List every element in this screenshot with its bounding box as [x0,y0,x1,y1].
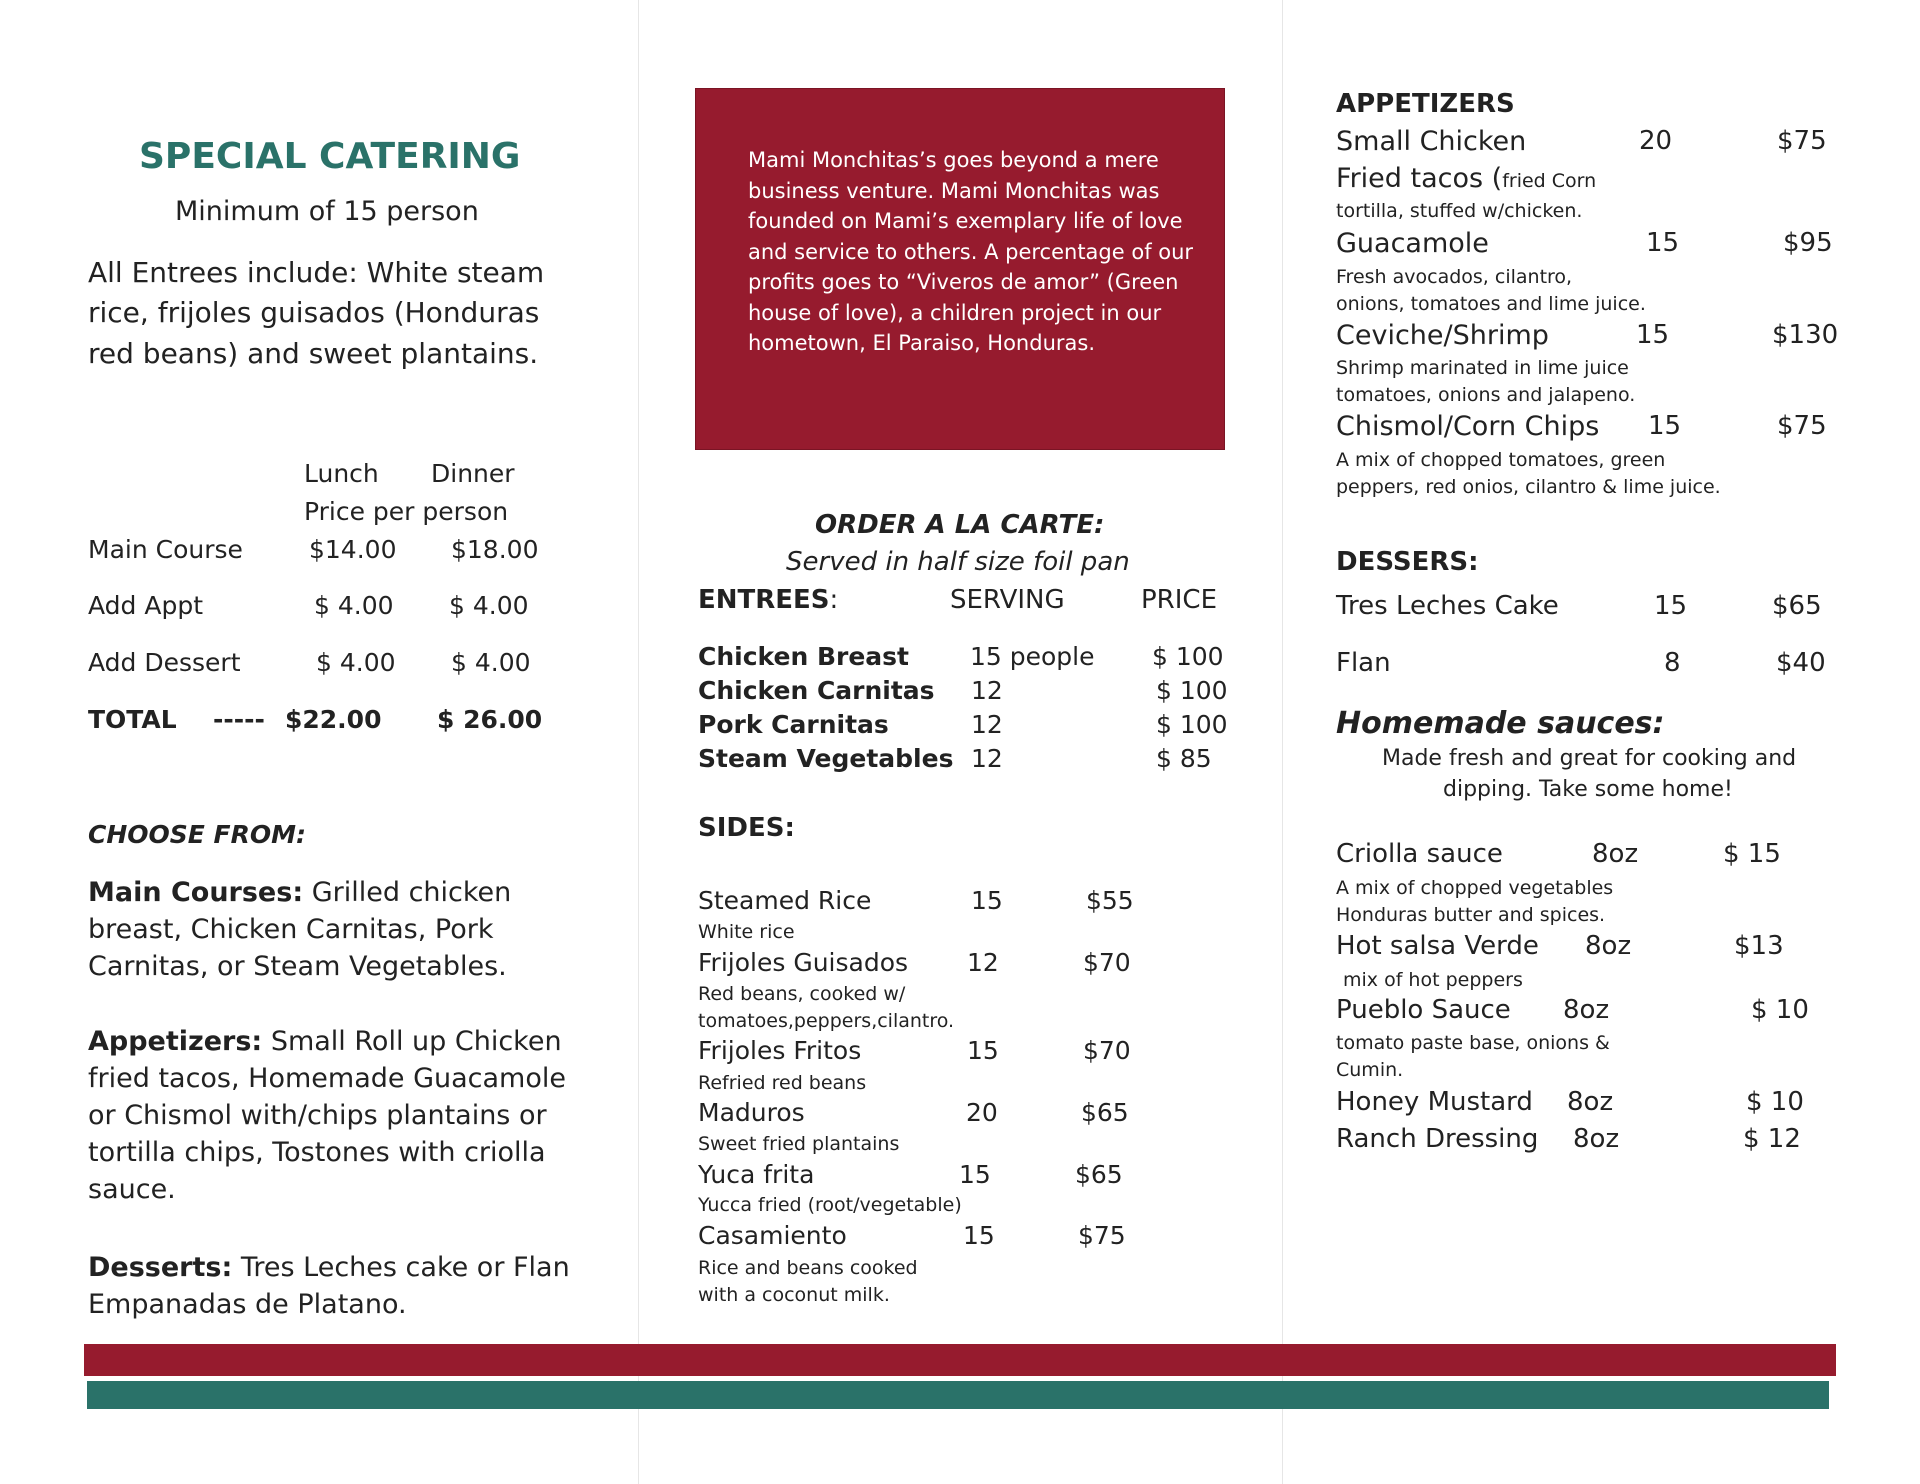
catering-subtitle: Minimum of 15 person [175,196,479,227]
appetizer-serving: 15 [1646,228,1680,258]
entree-name: Chicken Carnitas [698,676,935,705]
side-price: $65 [1075,1160,1123,1189]
price-row-label: Add Appt [88,591,203,620]
side-serving: 12 [967,948,999,977]
entrees-include-line-2: rice, frijoles guisados (Honduras [88,296,540,329]
footer-bar-red [84,1344,1836,1376]
sauce-name: Ranch Dressing [1336,1124,1539,1154]
mission-text: Mami Monchitas’s goes beyond a mere business venture. Mami Monchitas was founded on Mami’s exemplary life of love and service to others. A percentage of our profits goes to “Viveros de amor” (Green house of love), a children project in our hometown, El Paraiso, Honduras. [748,148,1194,355]
side-description: Refried red beans [698,1072,867,1094]
entree-price: $ 85 [1156,744,1212,773]
appetizer-serving: 20 [1639,126,1673,156]
side-name: Maduros [698,1098,805,1127]
appetizer-description: peppers, red onios, cilantro & lime juice. [1336,476,1721,498]
desserts-paragraph [88,1249,588,1323]
mission-box [695,88,1225,450]
side-serving: 20 [966,1098,998,1127]
footer-bar-teal [87,1381,1829,1409]
appetizer-name: Guacamole [1336,228,1489,259]
sauce-name: Pueblo Sauce [1336,995,1511,1025]
homemade-sauces-heading: Homemade sauces: [1336,706,1665,741]
side-description: White rice [698,921,795,943]
side-serving: 15 [959,1160,991,1189]
order-a-la-carte-heading: ORDER A LA CARTE: [815,510,1105,540]
appetizer-description: Shrimp marinated in lime juice [1336,357,1629,379]
appetizer-price: $75 [1777,126,1827,156]
appetizer-serving: 15 [1648,411,1682,441]
price-row-label: Main Course [88,535,243,564]
sauce-price: $ 12 [1743,1124,1801,1154]
choose-from-heading: CHOOSE FROM: [88,820,307,849]
entree-price: $ 100 [1156,676,1228,705]
desserts-text: Tres Leches cake or Flan Empanadas de Platano. [88,1252,570,1320]
appetizer-name: Chismol/Corn Chips [1336,411,1600,442]
side-price: $65 [1081,1098,1129,1127]
side-name: Steamed Rice [698,886,872,915]
appetizer-name: Ceviche/Shrimp [1336,320,1549,351]
sides-heading: SIDES: [698,813,795,843]
entree-serving: 12 [971,710,1003,739]
sauce-size: 8oz [1585,931,1632,961]
side-name: Casamiento [698,1221,847,1250]
appetizer-description: onions, tomatoes and lime juice. [1336,293,1646,315]
sauce-description: A mix of chopped vegetables [1336,877,1614,899]
side-name: Frijoles Guisados [698,948,909,977]
sauce-price: $ 10 [1751,995,1809,1025]
total-dinner: $ 26.00 [437,705,543,734]
entrees-label: ENTREES [698,585,830,615]
side-serving: 15 [971,886,1003,915]
dessert-name: Tres Leches Cake [1336,591,1559,621]
side-serving: 15 [967,1036,999,1065]
main-courses-label: Main Courses: [88,877,304,908]
dessert-serving: 15 [1654,591,1688,621]
catering-title: SPECIAL CATERING [139,136,521,177]
side-name: Yuca frita [698,1160,815,1189]
entrees-header [698,585,838,615]
price-row-lunch: $ 4.00 [316,648,396,677]
side-price: $70 [1083,948,1131,977]
total-label: TOTAL [88,705,177,734]
entree-name: Steam Vegetables [698,744,954,773]
sauce-size: 8oz [1567,1087,1614,1117]
desserts-label: Desserts: [88,1252,233,1283]
entrees-colon: : [829,585,839,615]
appetizer-price: $95 [1783,228,1833,258]
price-header: PRICE [1141,585,1217,615]
sauces-subtitle-line-1: Made fresh and great for cooking and [1382,746,1797,771]
side-description: Yucca fried (root/vegetable) [698,1194,962,1216]
price-row-dinner: $ 4.00 [449,591,529,620]
sauce-description: Cumin. [1336,1059,1404,1081]
appetizer-price: $75 [1777,411,1827,441]
entree-serving: 12 [971,744,1003,773]
appetizer-name-line-2 [1336,163,1596,194]
appetizer-description: A mix of chopped tomatoes, green [1336,449,1666,471]
side-price: $55 [1086,886,1134,915]
entree-serving: 12 [971,676,1003,705]
side-description: with a coconut milk. [698,1284,890,1306]
entree-name: Chicken Breast [698,642,909,671]
price-row-lunch: $14.00 [309,535,397,564]
side-description: Rice and beans cooked [698,1257,918,1279]
sauce-description: tomato paste base, onions & [1336,1032,1610,1054]
side-description: tomatoes,peppers,cilantro. [698,1010,955,1032]
sauce-name: Honey Mustard [1336,1087,1533,1117]
side-description: Red beans, cooked w/ [698,983,906,1005]
price-subheader: Price per person [304,497,509,526]
fold-line-left [638,0,639,1484]
main-courses-paragraph [88,874,578,985]
appetizer-description: tortilla, stuffed w/chicken. [1336,200,1583,222]
entree-serving: 15 people [970,642,1095,671]
price-row-dinner: $18.00 [451,535,539,564]
sauce-price: $ 15 [1723,839,1781,869]
sauce-size: 8oz [1573,1124,1620,1154]
dessert-name: Flan [1336,648,1391,678]
sauce-price: $13 [1734,931,1784,961]
appetizers-paragraph [88,1023,578,1208]
price-col-lunch: Lunch [304,459,379,488]
appetizers-label: Appetizers: [88,1026,263,1057]
price-row-lunch: $ 4.00 [314,591,394,620]
sauces-subtitle-line-2: dipping. Take some home! [1443,777,1733,802]
desserts-heading: DESSERS: [1336,547,1479,577]
sauce-description: mix of hot peppers [1343,969,1523,991]
sauce-name: Hot salsa Verde [1336,931,1539,961]
entrees-include-line-3: red beans) and sweet plantains. [88,337,539,370]
sauce-size: 8oz [1563,995,1610,1025]
side-price: $70 [1083,1036,1131,1065]
price-row-dinner: $ 4.00 [451,648,531,677]
dessert-serving: 8 [1664,648,1681,678]
order-subheading: Served in half size foil pan [786,547,1130,577]
dessert-price: $65 [1772,591,1822,621]
dessert-price: $40 [1776,648,1826,678]
side-name: Frijoles Fritos [698,1036,862,1065]
appetizer-description: Fresh avocados, cilantro, [1336,266,1573,288]
total-lunch: $22.00 [285,705,382,734]
total-dashes: ----- [213,705,265,734]
appetizer-name: Small Chicken [1336,126,1527,157]
price-col-dinner: Dinner [431,459,515,488]
fold-line-right [1282,0,1283,1484]
sauce-name: Criolla sauce [1336,839,1503,869]
serving-header: SERVING [950,585,1065,615]
side-price: $75 [1078,1221,1126,1250]
appetizer-serving: 15 [1636,320,1670,350]
side-serving: 15 [963,1221,995,1250]
sauce-price: $ 10 [1746,1087,1804,1117]
appetizer-description: tomatoes, onions and jalapeno. [1336,384,1636,406]
appetizer-name-continued: Fried tacos ( [1336,163,1503,194]
appetizers-heading: APPETIZERS [1336,89,1515,119]
appetizer-name-small: fried Corn [1502,170,1597,192]
appetizers-text: Small Roll up Chicken fried tacos, Homemade Guacamole or Chismol with/chips plantains or tortilla chips, Tostones with criolla sauce. [88,1026,566,1205]
main-courses-text: Grilled chicken breast, Chicken Carnitas, Pork Carnitas, or Steam Vegetables. [88,877,512,982]
side-description: Sweet fried plantains [698,1133,900,1155]
sauce-size: 8oz [1592,839,1639,869]
appetizer-price: $130 [1772,320,1839,350]
entree-price: $ 100 [1156,710,1228,739]
entree-name: Pork Carnitas [698,710,889,739]
entrees-include-line-1: All Entrees include: White steam [88,256,545,289]
sauce-description: Honduras butter and spices. [1336,904,1606,926]
entree-price: $ 100 [1152,642,1224,671]
price-row-label: Add Dessert [88,648,241,677]
